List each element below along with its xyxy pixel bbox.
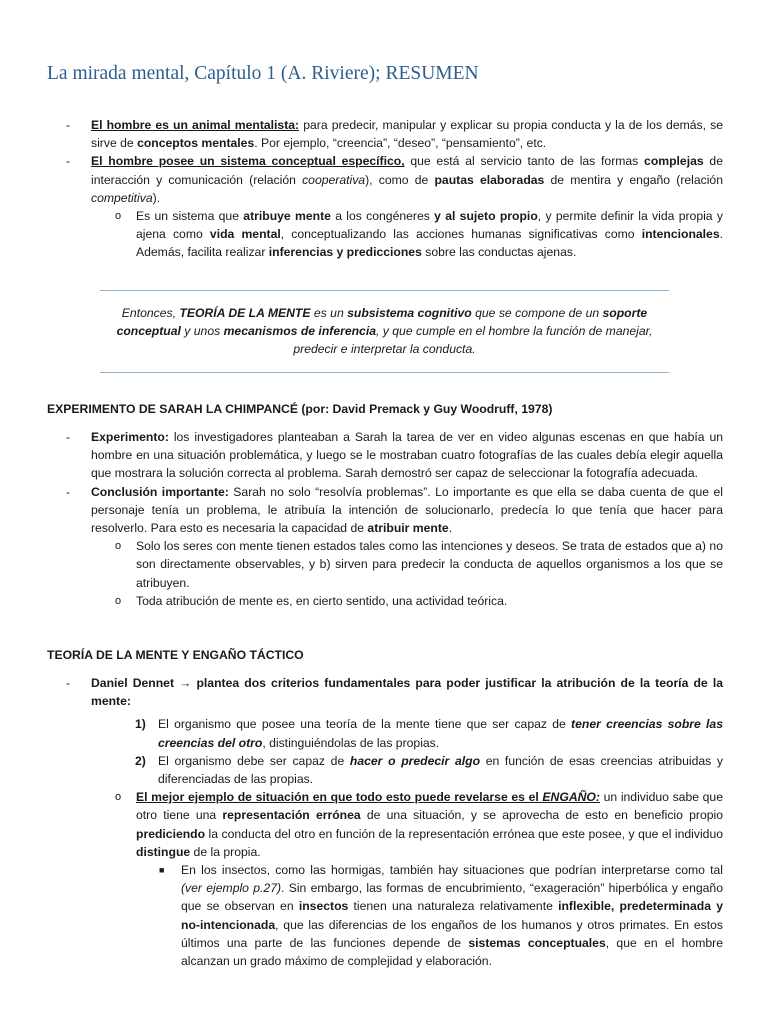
bullet-lead: El hombre es un (91, 118, 193, 132)
quote-bold-term: soporte conceptual (116, 306, 648, 339)
subsubbullet-text: , que en el hombre alcanzan un grado máximo de complejidad y elaboración. (181, 935, 723, 969)
bold-term: insectos (298, 899, 349, 914)
subsubbullet-insectos (0, 861, 768, 970)
bold-term: y al sujeto propio (434, 209, 538, 224)
subbullet-text: de una situación, y se aprovecha de esto en beneficio propio (360, 808, 723, 823)
number-marker: 2) (135, 753, 146, 768)
bold-term: inferencias y predicciones (268, 245, 422, 260)
subbullet-estados-mentales (0, 537, 768, 592)
subsubbullet-text: En los insectos, como las hormigas, también hay situaciones que podrían interpretarse como tal (181, 863, 723, 878)
subbullet-text: de la propia. (190, 844, 261, 859)
item-text: , distinguiéndolas de las propias. (262, 735, 440, 750)
bullet-text: . (448, 521, 453, 536)
bold-italic-term: hacer o predecir algo (349, 753, 481, 768)
bullet-text: ). (152, 190, 161, 205)
bullet-text: los investigadores planteaban a Sarah la tarea de ver en video algunas escenas en que había un hombre en una situación problemática, y luego se le mostraban cuatro fotografías de las cuales debía elegir aquella que mostrara la solución correcta al problema. Sarah demostró ser capaz de seleccionar la fotografía adecuada. (91, 430, 723, 481)
subsubbullet-text: , que las diferencias de los engaños de los humanos y otros primates. En estos últimos una parte de las funciones depende de (181, 917, 723, 950)
item-text: El organismo que posee una teoría de la mente tiene que ser capaz de (158, 717, 572, 732)
bold-term: complejas (644, 154, 704, 169)
bullet-dennet (0, 674, 768, 710)
subbullet-text: Solo los seres con mente tienen estados tales como las intenciones y deseos. Se trata de estados que a) no son directamente observables, y b) sirven para predecir la conducta de aquellos organismos a los que se atribuyen. (136, 539, 723, 590)
bold-term: representación errónea (222, 808, 361, 823)
subbullet-text: la conducta del otro en función de la representación errónea que este posee, y que el individuo (205, 826, 723, 841)
quote-bold-term: subsistema cognitivo (347, 306, 472, 320)
theory-of-mind-definition-box (100, 290, 669, 373)
dash-marker: - (66, 118, 71, 132)
deception-section (0, 674, 768, 970)
subbullet-lead-emphasis: ENGAÑO: (542, 790, 600, 805)
bold-term: prediciendo (136, 826, 206, 841)
bullet-lead: Experimento: (91, 430, 169, 444)
bullet-text: Sarah no solo “resolvía problemas”. Lo importante es que ella se daba cuenta de que el personaje tenía un problema, le atribuía la intención de solucionarlo, predecía lo que tenía que hacer para resolverlo. Para esto es necesaria la capacidad de (91, 484, 723, 536)
bullet-text: para predecir, manipular y explicar su propia conducta y la de los demás, se sirve de (91, 118, 723, 151)
subbullet-engano (0, 788, 768, 861)
subbullet-text: un individuo sabe que otro tiene una (136, 790, 723, 823)
bold-term: distingue (136, 844, 191, 859)
bullet-lead-text: plantea dos criterios fundamentales para poder justificar la atribución de la teoría de la mente: (91, 676, 723, 709)
experiment-section (0, 428, 768, 610)
bold-term: conceptos mentales (137, 136, 255, 151)
deception-heading: TEORÍA DE LA MENTE Y ENGAÑO TÁCTICO (47, 648, 304, 662)
subbullet-text: , conceptualizando las acciones humanas significativas como (280, 227, 642, 242)
dash-marker: - (66, 430, 71, 444)
bullet-text: ), como de (365, 172, 435, 187)
subbullet-text: sobre las conductas ajenas. (421, 245, 577, 260)
bullet-text: de mentira y engaño (relación (544, 172, 723, 187)
bold-term: vida mental (209, 227, 281, 242)
quote-text: es un (310, 306, 348, 320)
dash-marker: - (66, 484, 71, 499)
bullet-sistema-conceptual (0, 152, 768, 207)
quote-text: y unos (180, 324, 224, 339)
bold-term: pautas elaboradas (434, 172, 545, 187)
bold-term: sistemas conceptuales (468, 935, 606, 950)
intro-section (0, 116, 768, 262)
subbullet-lead: El mejor ejemplo de situación en que todo esto puede revelarse es el (136, 790, 543, 805)
quote-text: que se compone de un (471, 306, 603, 320)
subbullet-atribuye-mente (0, 207, 768, 262)
bullet-text: . Por ejemplo, “creencia”, “deseo”, “pensamiento”, etc. (254, 136, 547, 151)
dash-marker: - (66, 154, 71, 169)
bullet-lead-emphasis: animal mentalista: (192, 118, 300, 132)
bold-term: inflexible, predeterminada y no-intencionada (181, 899, 723, 932)
dash-marker: - (66, 676, 71, 690)
subbullet-text: a los congéneres (330, 209, 435, 224)
document-title: La mirada mental, Capítulo 1 (A. Riviere); RESUMEN (47, 63, 479, 84)
circle-marker: o (115, 210, 122, 223)
italic-reference: (ver ejemplo p.27) (181, 881, 282, 896)
bold-term: intencionales (641, 227, 720, 242)
subbullet-text: Toda atribución de mente es, en cierto sentido, una actividad teórica. (136, 593, 508, 608)
square-marker: ■ (159, 865, 165, 876)
italic-term: competitiva (91, 190, 153, 205)
subbullet-text: , y permite definir la vida propia y ajena como (136, 209, 723, 242)
number-marker: 1) (135, 717, 146, 732)
numbered-item-1 (0, 715, 768, 751)
italic-term: cooperativa (302, 172, 366, 187)
bold-term: atribuye mente (243, 209, 331, 224)
quote-text: , y que cumple en el hombre la función de manejar, predecir e interpretar la conducta. (293, 324, 653, 357)
bold-term: atribuir mente (367, 521, 449, 536)
subbullet-actividad-teorica (0, 592, 768, 610)
bullet-conclusion (0, 483, 768, 538)
bullet-lead: El hombre posee un sistema conceptual específico, (91, 154, 405, 169)
subbullet-text: . Además, facilita realizar (136, 227, 723, 260)
bullet-experimento (0, 428, 768, 483)
subbullet-text: Es un sistema que (136, 209, 244, 224)
bullet-animal-mentalista (0, 116, 768, 152)
circle-marker: o (115, 540, 122, 553)
quote-bold-term: TEORÍA DE LA MENTE (179, 306, 311, 320)
circle-marker: o (115, 791, 122, 804)
bullet-lead: Daniel Dennet (91, 676, 180, 690)
bold-italic-term: tener creencias sobre las creencias del otro (158, 717, 723, 750)
arrow-right-icon: → (179, 676, 192, 690)
experiment-heading: EXPERIMENTO DE SARAH LA CHIMPANCÉ (por: David Premack y Guy Woodruff, 1978) (47, 402, 553, 416)
quote-text: Entonces, (121, 306, 180, 320)
bullet-text: que está al servicio tanto de las formas (404, 154, 645, 169)
subsubbullet-text: tienen una naturaleza relativamente (348, 899, 559, 914)
item-text: en función de esas creencias atribuidas y diferenciadas de las propias. (158, 753, 723, 787)
circle-marker: o (115, 594, 122, 607)
bullet-text: de interacción y comunicación (relación (91, 154, 723, 187)
bullet-lead: Conclusión importante: (91, 484, 229, 499)
numbered-item-2 (0, 752, 768, 788)
item-text: El organismo debe ser capaz de (158, 753, 350, 768)
subsubbullet-text: . Sin embargo, las formas de encubrimiento, “exageración” hiperbólica y engaño que se observan en (181, 881, 723, 914)
quote-bold-term: mecanismos de inferencia (223, 324, 377, 339)
